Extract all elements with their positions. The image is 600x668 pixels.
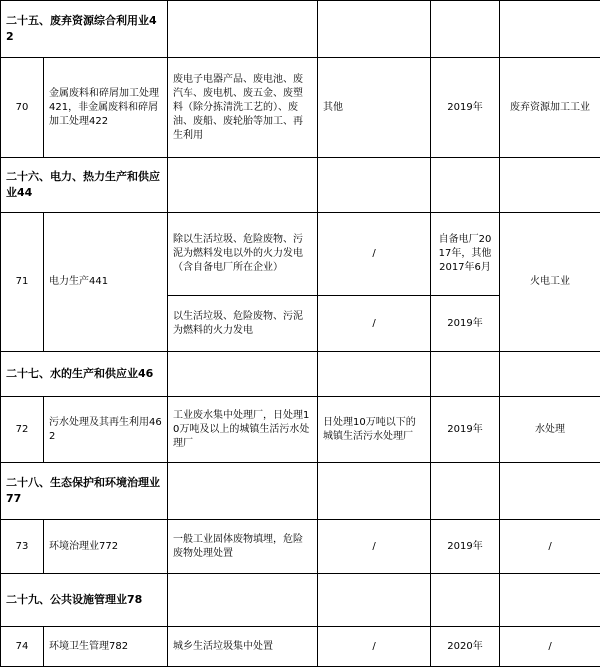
industry-cell: 污水处理及其再生利用462 <box>44 397 168 463</box>
industry-cell: 金属废料和碎屑加工处理421，非金属废料和碎屑加工处理422 <box>44 58 168 158</box>
scope-cell: 除以生活垃圾、危险废物、污泥为燃料发电以外的火力发电（含自备电厂所在企业） <box>168 213 318 296</box>
year-cell: 2019年 <box>431 58 500 158</box>
other-cell: / <box>318 520 431 574</box>
section-row <box>1 158 600 213</box>
table-row <box>1 627 600 667</box>
year-cell: 2019年 <box>431 520 500 574</box>
other-cell: / <box>318 627 431 667</box>
section-title: 二十八、生态保护和环境治理业77 <box>1 463 168 520</box>
section-title: 二十六、电力、热力生产和供应业44 <box>1 158 168 213</box>
scope-cell: 工业废水集中处理厂，日处理10万吨及以上的城镇生活污水处理厂 <box>168 397 318 463</box>
industry-cell: 环境治理业772 <box>44 520 168 574</box>
row-number: 74 <box>1 627 44 667</box>
section-row <box>1 352 600 397</box>
row-number: 73 <box>1 520 44 574</box>
category-cell: 水处理 <box>500 397 600 463</box>
section-row <box>1 463 600 520</box>
other-cell: / <box>318 213 431 296</box>
category-cell: 火电工业 <box>500 213 600 352</box>
section-title: 二十七、水的生产和供应业46 <box>1 352 168 397</box>
category-cell: / <box>500 627 600 667</box>
section-row <box>1 1 600 58</box>
year-cell: 2019年 <box>431 296 500 352</box>
scope-cell: 以生活垃圾、危险废物、污泥为燃料的火力发电 <box>168 296 318 352</box>
industry-cell: 电力生产441 <box>44 213 168 352</box>
section-title: 二十五、废弃资源综合利用业42 <box>1 1 168 58</box>
table-row <box>1 397 600 463</box>
year-cell: 自备电厂2017年，其他2017年6月 <box>431 213 500 296</box>
scope-cell: 一般工业固体废物填埋，危险废物处理处置 <box>168 520 318 574</box>
year-cell: 2019年 <box>431 397 500 463</box>
industry-cell: 环境卫生管理782 <box>44 627 168 667</box>
other-cell: / <box>318 296 431 352</box>
scope-cell: 废电子电器产品、废电池、废汽车、废电机、废五金、废塑料（除分拣清洗工艺的）、废油、废船、废轮胎等加工、再生利用 <box>168 58 318 158</box>
other-cell: 日处理10万吨以下的城镇生活污水处理厂 <box>318 397 431 463</box>
category-cell: 废弃资源加工工业 <box>500 58 600 158</box>
table-row <box>1 213 600 296</box>
section-title: 二十九、公共设施管理业78 <box>1 574 168 627</box>
row-number: 70 <box>1 58 44 158</box>
row-number: 72 <box>1 397 44 463</box>
section-row <box>1 574 600 627</box>
table-row <box>1 520 600 574</box>
other-cell: 其他 <box>318 58 431 158</box>
category-cell: / <box>500 520 600 574</box>
scope-cell: 城乡生活垃圾集中处置 <box>168 627 318 667</box>
row-number: 71 <box>1 213 44 352</box>
table-row <box>1 58 600 158</box>
year-cell: 2020年 <box>431 627 500 667</box>
